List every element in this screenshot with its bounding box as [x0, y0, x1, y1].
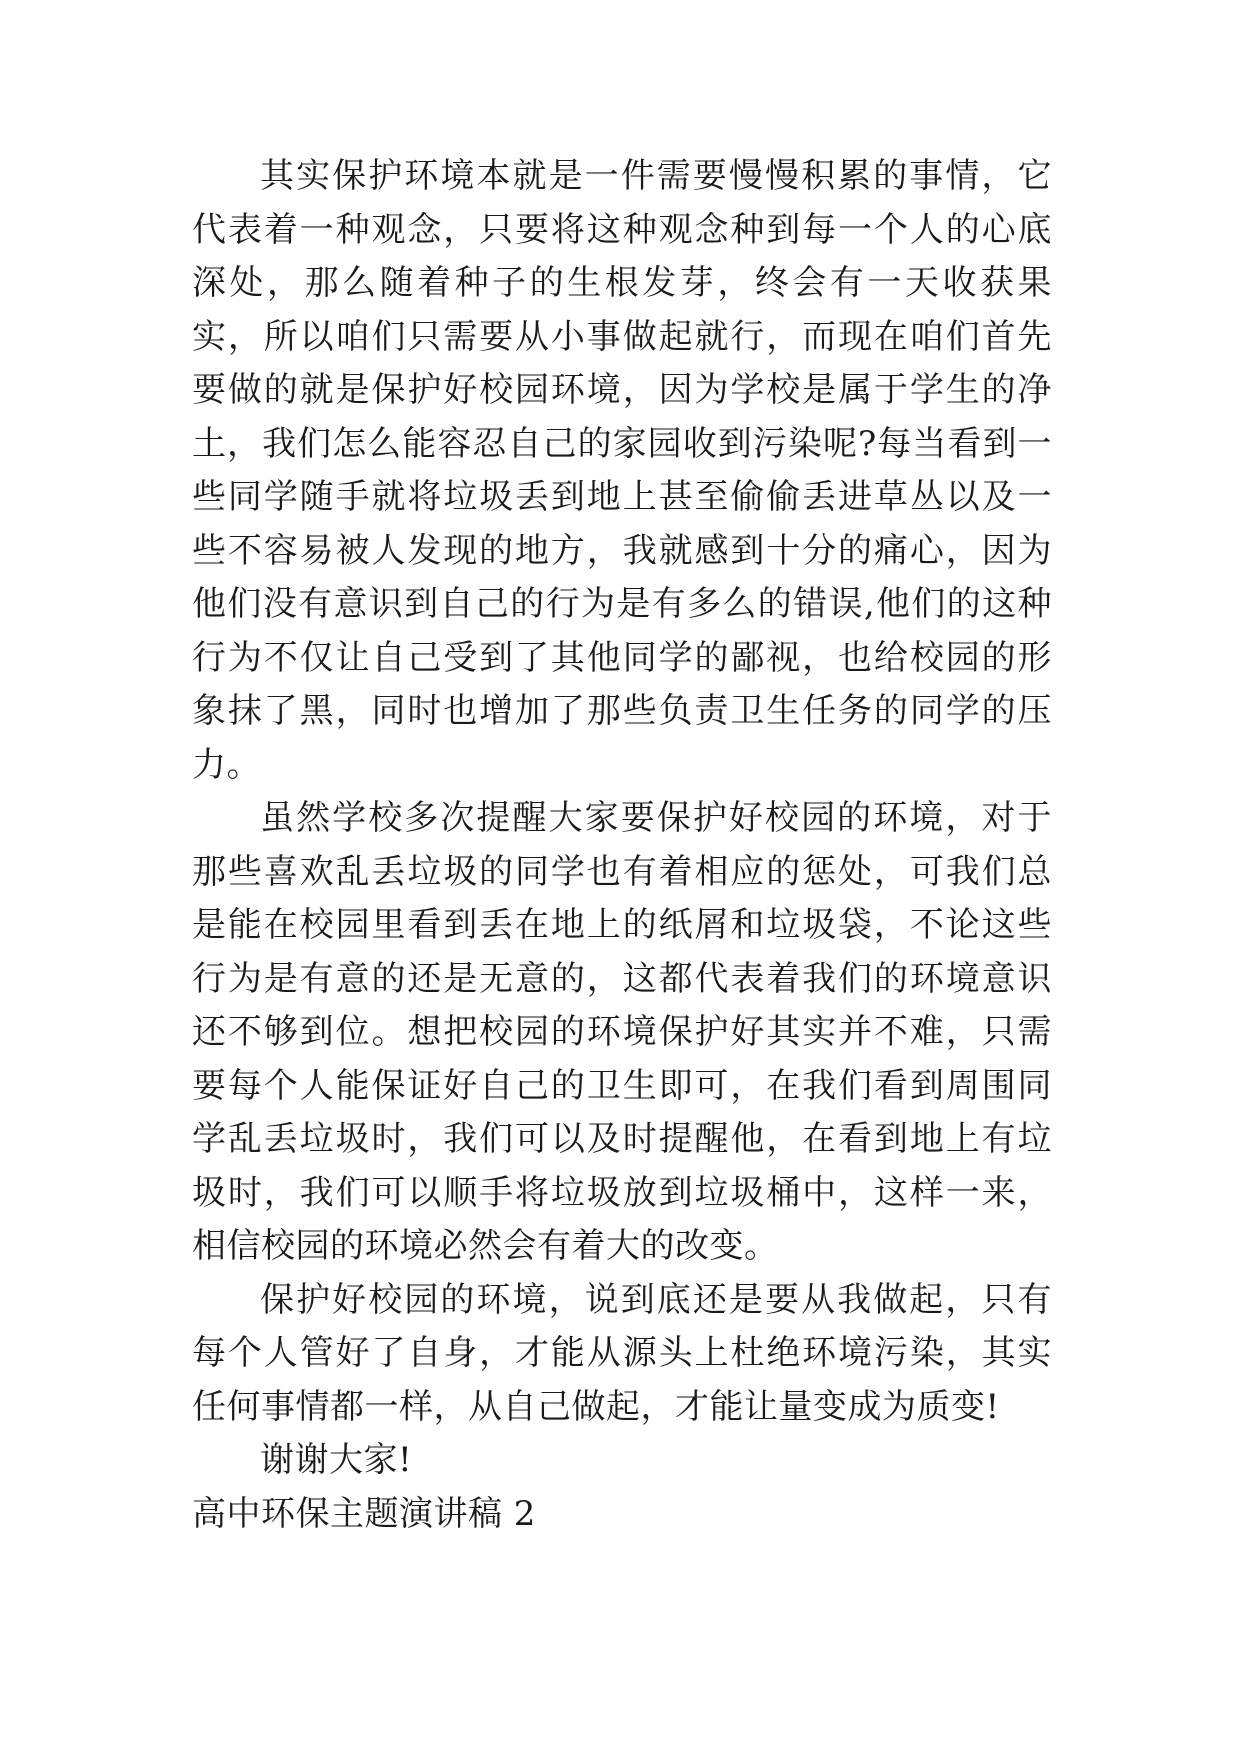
paragraph-1: 其实保护环境本就是一件需要慢慢积累的事情，它代表着一种观念，只要将这种观念种到每一个人的心底深处，那么随着种子的生根发芽，终会有一天收获果实，所以咱们只需要从小事做起就行，而现在咱们首先要做的就是保护好校园环境，因为学校是属于学生的净土，我们怎么能容忍自己的家园收到污染呢?每当看到一些同学随手就将垃圾丢到地上甚至偷偷丢进草丛以及一些不容易被人发现的地方，我就感到十分的痛心，因为他们没有意识到自己的行为是有多么的错误,他们的这种行为不仅让自己受到了其他同学的鄙视，也给校园的形象抹了黑，同时也增加了那些负责卫生任务的同学的压力。 [192, 156, 1052, 785]
document-body [192, 150, 1052, 1541]
section-heading: 高中环保主题演讲稿 2 [192, 1493, 536, 1534]
closing-line: 谢谢大家! [260, 1440, 413, 1480]
paragraph-2: 虽然学校多次提醒大家要保护好校园的环境，对于那些喜欢乱丢垃圾的同学也有着相应的惩处，可我们总是能在校园里看到丢在地上的纸屑和垃圾袋，不论这些行为是有意的还是无意的，这都代表着我们的环境意识还不够到位。想把校园的环境保护好其实并不难，只需要每个人能保证好自己的卫生即可，在我们看到周围同学乱丢垃圾时，我们可以及时提醒他，在看到地上有垃圾时，我们可以顺手将垃圾放到垃圾桶中，这样一来，相信校园的环境必然会有着大的改变。 [192, 798, 1052, 1266]
paragraph-3: 保护好校园的环境，说到底还是要从我做起，只有每个人管好了自身，才能从源头上杜绝环境污染，其实任何事情都一样，从自己做起，才能让量变成为质变! [192, 1279, 1052, 1427]
